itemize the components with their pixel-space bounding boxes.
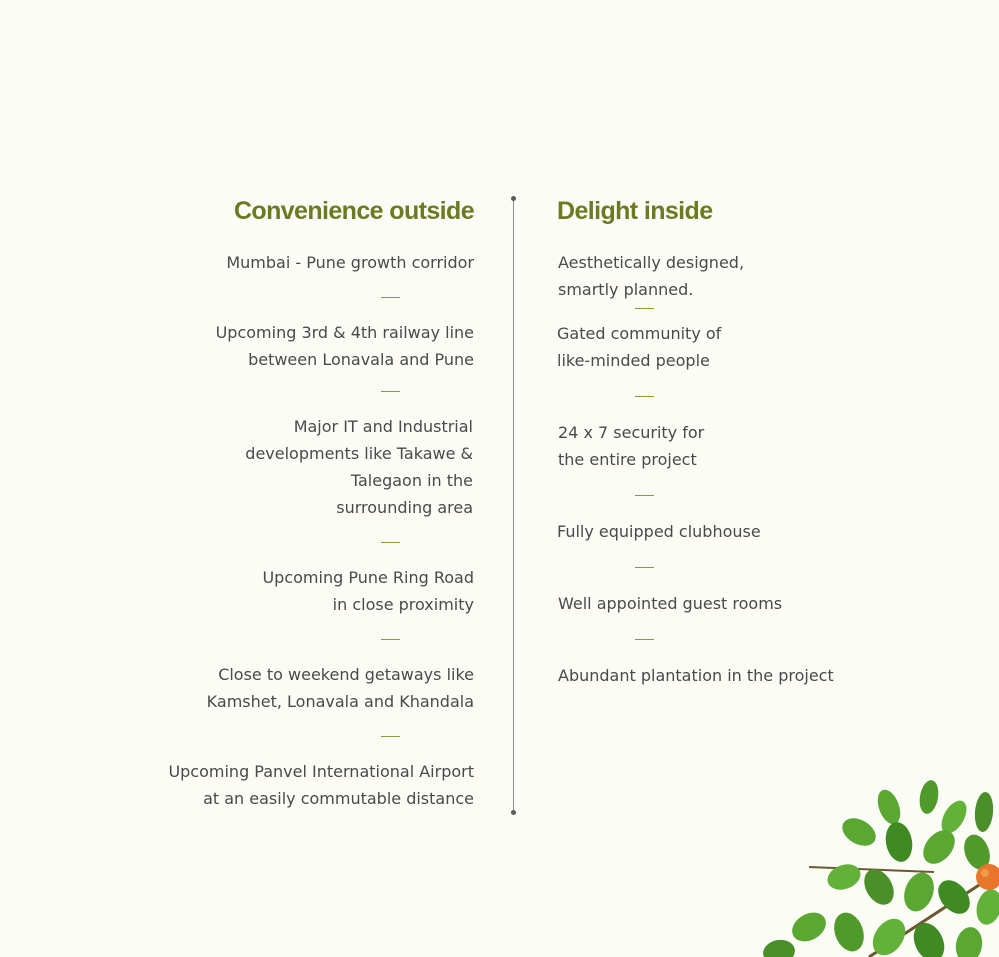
separator [635, 308, 654, 309]
leafy-branch-illustration [749, 777, 999, 957]
list-item [262, 564, 474, 618]
divider-bottom-dot [511, 810, 516, 815]
separator [381, 542, 400, 543]
list-item [557, 320, 721, 374]
list-item-line: like-minded people [557, 351, 710, 370]
list-item [226, 249, 474, 276]
list-item-line: Upcoming Pune Ring Road [262, 568, 474, 587]
list-item-line: Upcoming Panvel International Airport [168, 762, 474, 781]
list-item-line: the entire project [558, 450, 697, 469]
list-item [557, 518, 761, 545]
list-item-line: Fully equipped clubhouse [557, 522, 761, 541]
separator [635, 567, 654, 568]
separator [635, 495, 654, 496]
list-item [558, 662, 834, 689]
list-item [558, 590, 782, 617]
leaf-icon [761, 779, 999, 957]
list-item-line: Well appointed guest rooms [558, 594, 783, 613]
list-item-line: 24 x 7 security for [558, 423, 705, 442]
list-item-line: developments like Takawe & [245, 444, 473, 463]
list-item [558, 249, 744, 303]
list-item-line: Gated community of [557, 324, 722, 343]
list-item [207, 661, 474, 715]
list-item-line: Major IT and Industrial [293, 417, 473, 436]
list-item [558, 419, 704, 473]
list-item [245, 413, 473, 521]
list-item-line: Kamshet, Lonavala and Khandala [206, 692, 474, 711]
list-item-line: in close proximity [332, 595, 474, 614]
delight-inside-column [557, 196, 877, 685]
divider-top-dot [511, 196, 516, 201]
convenience-outside-column [140, 196, 474, 808]
list-item-line: Upcoming 3rd & 4th railway line [215, 323, 474, 342]
vertical-divider [513, 199, 514, 813]
list-item-line: Abundant plantation in the project [558, 666, 834, 685]
separator [635, 639, 654, 640]
separator [381, 391, 400, 392]
list-item [216, 319, 474, 373]
list-item-line: Close to weekend getaways like [218, 665, 474, 684]
separator [381, 736, 400, 737]
list-item-line: Aesthetically designed, [558, 253, 745, 272]
convenience-outside-heading: Convenience outside [233, 197, 474, 225]
separator [381, 639, 400, 640]
list-item-line: at an easily commutable distance [203, 789, 474, 808]
separator [635, 396, 654, 397]
list-item-line: smartly planned. [558, 280, 694, 299]
list-item-line: Mumbai - Pune growth corridor [226, 253, 474, 272]
separator [381, 297, 400, 298]
list-item-line: between Lonavala and Pune [248, 350, 474, 369]
list-item-line: surrounding area [336, 498, 473, 517]
delight-inside-heading: Delight inside [557, 197, 713, 225]
list-item-line: Talegaon in the [350, 471, 473, 490]
list-item [168, 758, 474, 812]
